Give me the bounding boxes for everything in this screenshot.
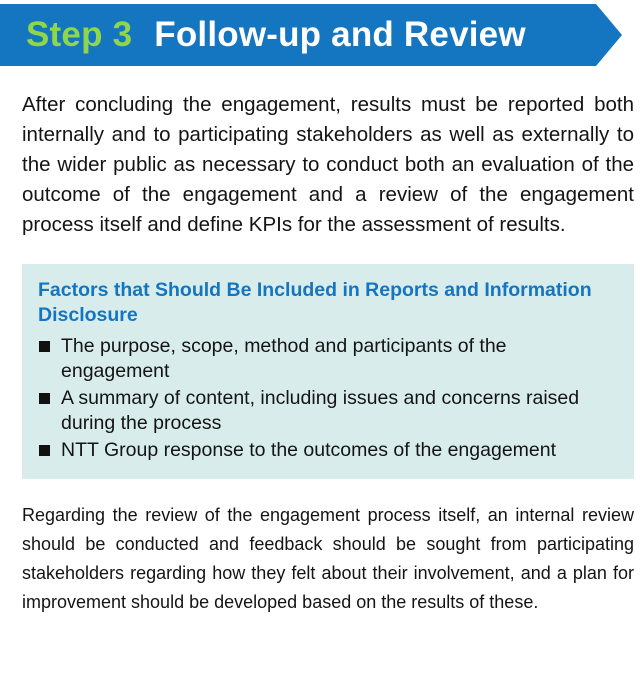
step-title: Follow-up and Review	[154, 15, 526, 54]
intro-paragraph-block	[22, 90, 634, 240]
square-bullet-icon	[39, 445, 50, 456]
banner-text-group	[0, 15, 526, 55]
step-header-banner	[0, 4, 640, 66]
outro-paragraph-block	[22, 501, 634, 617]
document-page	[0, 4, 640, 690]
document-content	[0, 90, 640, 617]
list-item-label: The purpose, scope, method and participants of the engagement	[61, 335, 507, 382]
square-bullet-icon	[39, 341, 50, 352]
callout-list	[38, 334, 618, 463]
intro-paragraph: After concluding the engagement, results must be reported both internally and to participating stakeholders as well as externally to the wider public as necessary to conduct both an evaluation of the outcome of the engagement and a review of the engagement process itself and define KPIs for the assessment of results.	[22, 93, 634, 236]
outro-paragraph: Regarding the review of the engagement process itself, an internal review should be conducted and feedback should be sought from participating stakeholders regarding how they felt about their involvement, and a plan for improvement should be developed based on the results of these.	[22, 505, 634, 612]
list-item-label: A summary of content, including issues and concerns raised during the process	[61, 387, 580, 434]
banner-arrow-shape	[596, 4, 622, 66]
square-bullet-icon	[39, 393, 50, 404]
list-item	[38, 334, 618, 384]
list-item	[38, 386, 618, 436]
callout-title: Factors that Should Be Included in Reports and Information Disclosure	[38, 279, 592, 326]
factors-callout-box	[22, 264, 634, 479]
step-number-label: Step 3	[26, 15, 133, 54]
list-item	[38, 438, 618, 463]
list-item-label: NTT Group response to the outcomes of the engagement	[61, 439, 557, 461]
